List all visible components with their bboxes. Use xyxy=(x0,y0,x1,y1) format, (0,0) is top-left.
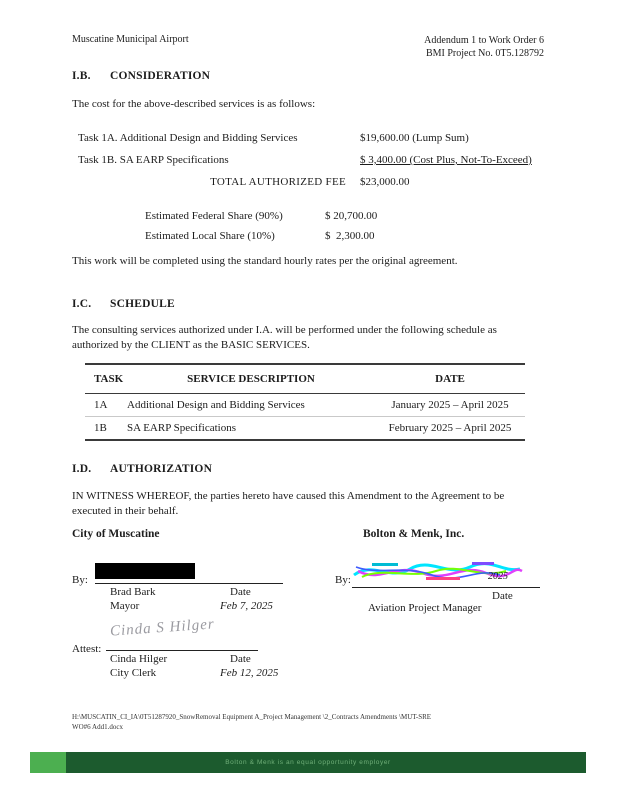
date-label: Date xyxy=(230,586,251,598)
header-project-number: BMI Project No. 0T5.128792 xyxy=(425,48,544,59)
header-airport-name: Muscatine Municipal Airport xyxy=(72,34,189,45)
total-row xyxy=(78,171,558,193)
share-label: Estimated Federal Share (90%) xyxy=(145,210,283,222)
total-label: TOTAL AUTHORIZED FEE xyxy=(210,176,346,188)
section-number: I.C. xyxy=(72,298,92,310)
by-label-right: By: xyxy=(335,574,351,586)
section-schedule-heading xyxy=(72,298,175,310)
section-title: AUTHORIZATION xyxy=(110,463,213,475)
attest-label: Attest: xyxy=(72,643,102,655)
signature-line-mayor xyxy=(95,583,283,584)
banner-tagline: Bolton & Menk is an equal opportunity employer xyxy=(225,759,391,766)
signature-line-bmi xyxy=(352,587,540,588)
schedule-table xyxy=(85,363,525,441)
mayor-date-handwritten: Feb 7, 2025 xyxy=(220,600,273,612)
page-header xyxy=(72,34,544,60)
task-label: Task 1A. Additional Design and Bidding Services xyxy=(78,132,298,144)
schedule-intro: The consulting services authorized under I.A. will be performed under the following schedule as authorized by the CLIENT as the BASIC SERVICES. xyxy=(72,324,497,351)
task-fee-list xyxy=(78,127,558,193)
share-row xyxy=(145,206,377,226)
share-amount: $ 2,300.00 xyxy=(325,230,375,242)
clerk-date-handwritten: Feb 12, 2025 xyxy=(220,667,279,679)
task-amount: $ 3,400.00 (Cost Plus, Not-To-Exceed) xyxy=(360,154,532,166)
party-bolton-menk: Bolton & Menk, Inc. xyxy=(363,528,465,540)
share-label: Estimated Local Share (10%) xyxy=(145,230,275,242)
header-date: DATE xyxy=(435,373,465,385)
table-row xyxy=(85,416,525,439)
section-title: SCHEDULE xyxy=(110,298,175,310)
header-right-block xyxy=(424,34,544,60)
cell-date: January 2025 – April 2025 xyxy=(391,399,509,411)
cell-task: 1B xyxy=(94,422,107,434)
bmi-title: Aviation Project Manager xyxy=(368,602,482,614)
section-number: I.D. xyxy=(72,463,92,475)
date-label: Date xyxy=(492,590,513,602)
cell-task: 1A xyxy=(94,399,108,411)
date-label: Date xyxy=(230,653,251,665)
header-addendum-title: Addendum 1 to Work Order 6 xyxy=(424,35,544,46)
cell-description: SA EARP Specifications xyxy=(127,422,236,434)
file-path-line1: H:\MUSCATIN_CI_IA\0T51287920_SnowRemoval Equipment A_Project Management \2_Contracts Amendments \MUT-SRE xyxy=(72,713,432,721)
clerk-handwritten-signature: Cinda S Hilger xyxy=(109,616,216,640)
header-service-description: SERVICE DESCRIPTION xyxy=(187,373,315,385)
section-authorization-heading xyxy=(72,463,212,475)
task-row xyxy=(78,149,558,171)
section-consideration-heading xyxy=(72,70,210,82)
authorization-intro: IN WITNESS WHEREOF, the parties hereto have caused this Amendment to the Agreement to be executed in their behalf. xyxy=(72,490,505,517)
banner-accent xyxy=(30,752,66,773)
clerk-name: Cinda Hilger xyxy=(110,653,168,665)
task-amount: $19,600.00 (Lump Sum) xyxy=(360,132,469,144)
section-number: I.B. xyxy=(72,70,91,82)
signature-line-clerk xyxy=(106,650,258,651)
footer-banner xyxy=(30,752,586,773)
clerk-title: City Clerk xyxy=(110,667,157,679)
bmi-date-scribble: 2025 xyxy=(488,571,508,582)
share-amount: $ 20,700.00 xyxy=(325,210,378,222)
document-file-path xyxy=(72,712,562,732)
mayor-name: Brad Bark xyxy=(110,586,156,598)
share-row xyxy=(145,226,377,246)
share-list xyxy=(145,206,377,246)
by-label-left: By: xyxy=(72,574,88,586)
consideration-intro: The cost for the above-described services is as follows: xyxy=(72,98,316,110)
section-title: CONSIDERATION xyxy=(110,70,211,82)
total-amount: $23,000.00 xyxy=(360,176,410,188)
table-row xyxy=(85,394,525,416)
cell-description: Additional Design and Bidding Services xyxy=(127,399,305,411)
redacted-signature xyxy=(95,563,195,579)
consideration-note: This work will be completed using the standard hourly rates per the original agreement. xyxy=(72,255,458,267)
task-row xyxy=(78,127,558,149)
file-path-line2: WO#6 Add1.docx xyxy=(72,723,123,731)
task-label: Task 1B. SA EARP Specifications xyxy=(78,154,229,166)
mayor-title: Mayor xyxy=(110,600,140,612)
cell-date: February 2025 – April 2025 xyxy=(388,422,512,434)
schedule-table-header xyxy=(85,365,525,394)
header-task: TASK xyxy=(94,373,124,385)
party-city: City of Muscatine xyxy=(72,528,160,540)
